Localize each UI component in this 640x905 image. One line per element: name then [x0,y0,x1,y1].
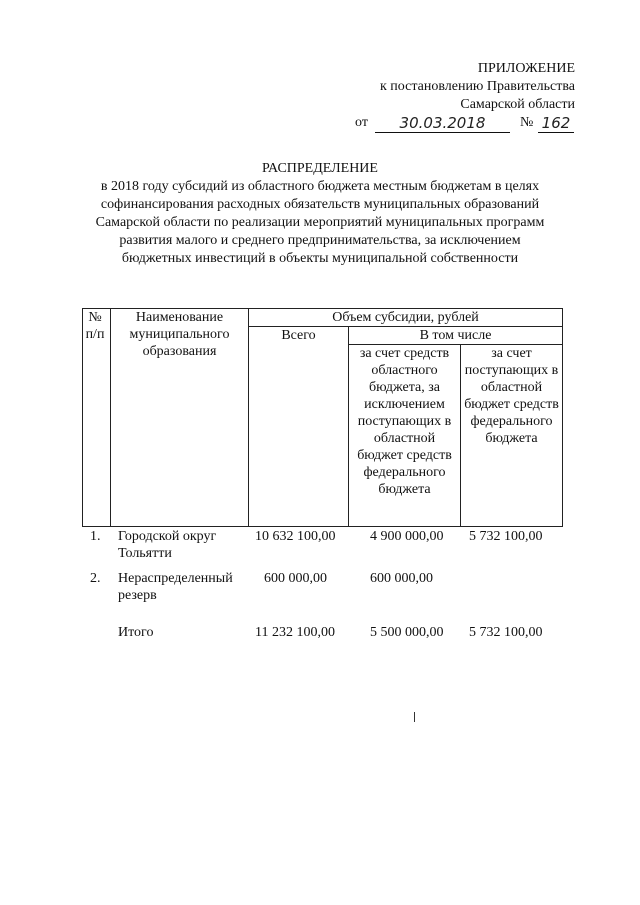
date-number-row [300,114,575,132]
header-regional: за счет средств областного бюджета, за исключением поступающих в областной бюджет средств федерального бюджета [349,345,461,527]
summary-total: 11 232 100,00 [255,625,335,640]
header-num: № п/п [83,309,111,527]
row-1-num: 1. [90,529,101,544]
row-2-num: 2. [90,571,101,586]
row-1-regional: 4 900 000,00 [370,529,444,544]
number-handwritten: 162 [538,114,574,133]
document-heading [60,160,580,268]
heading-line-1: в 2018 году субсидий из областного бюджета местным бюджетам в целях [100,179,540,194]
heading-line-2: софинансирования расходных обязательств муниципальных образований [100,197,540,212]
appendix-block [300,60,575,132]
appendix-line-1: к постановлению Правительства [379,79,575,94]
from-label: от [355,115,368,130]
date-handwritten: 30.03.2018 [375,114,510,133]
scan-mark [414,712,415,722]
row-1-name: Городской округ Тольятти [118,529,217,561]
heading-line-5: бюджетных инвестиций в объекты муниципальной собственности [121,251,519,266]
row-2-total: 600 000,00 [264,571,327,586]
row-2-name: Нераспределенный резерв [118,571,233,603]
header-total: Всего [249,327,349,527]
summary-name: Итого [118,625,154,640]
appendix-title: ПРИЛОЖЕНИЕ [477,61,575,76]
number-label: № [520,115,534,130]
header-including: В том числе [349,327,563,345]
row-2-regional: 600 000,00 [370,571,433,586]
heading-line-4: развития малого и среднего предпринимательства, за исключением [119,233,521,248]
row-1-federal: 5 732 100,00 [469,529,543,544]
subsidy-table-header [82,308,563,527]
summary-regional: 5 500 000,00 [370,625,444,640]
heading-line-3: Самарской области по реализации мероприятий муниципальных программ [95,215,545,230]
header-federal: за счет поступающих в областной бюджет средств федерального бюджета [461,345,563,527]
header-name: Наименование муниципального образования [111,309,249,527]
row-1-total: 10 632 100,00 [255,529,336,544]
summary-federal: 5 732 100,00 [469,625,543,640]
heading-title: РАСПРЕДЕЛЕНИЕ [262,161,378,176]
appendix-line-2: Самарской области [460,97,575,112]
header-volume: Объем субсидии, рублей [249,309,563,327]
